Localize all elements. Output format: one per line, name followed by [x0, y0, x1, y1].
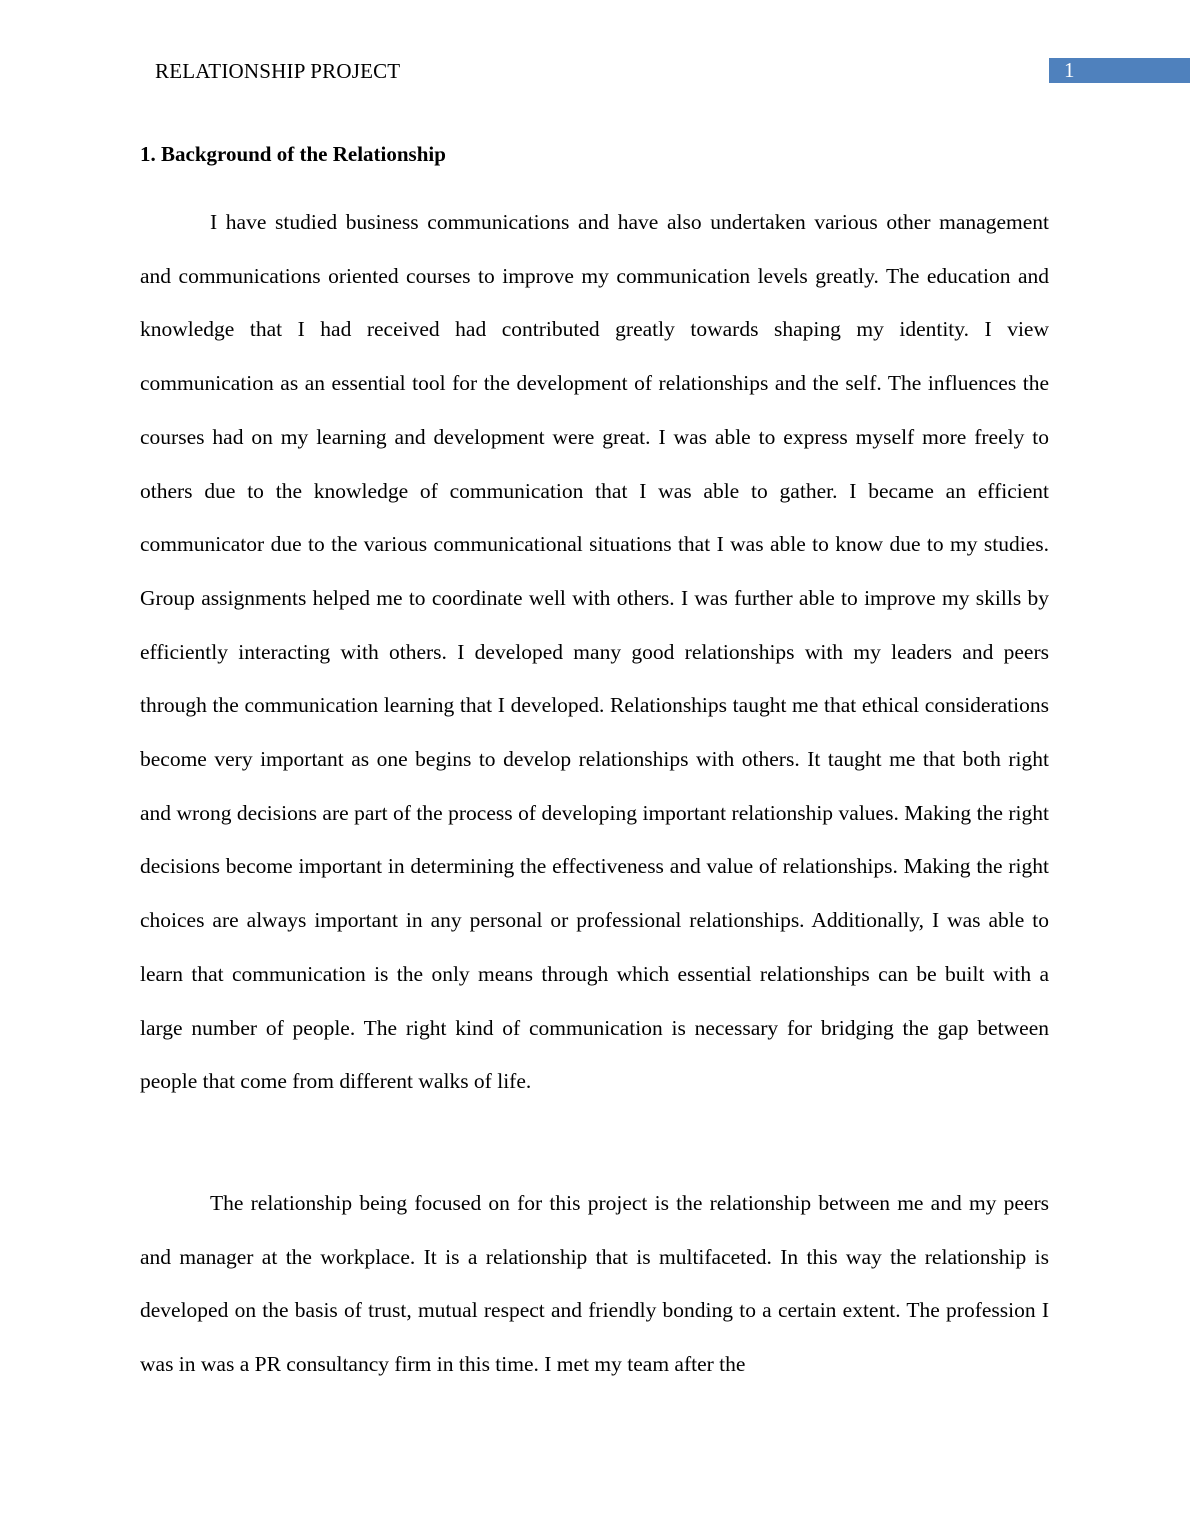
page-number: 1	[1049, 58, 1190, 83]
section-heading: 1. Background of the Relationship	[140, 142, 446, 166]
body-paragraph-1: I have studied business communications and have also undertaken various other management and communications oriented courses to improve my communication levels greatly. The education and knowledge that I had received had contributed greatly towards shaping my identity. I view communication as an essential tool for the development of relationships and the self. The influences the courses had on my learning and development were great. I was able to express myself more freely to others due to the knowledge of communication that I was able to gather. I became an efficient communicator due to the various communicational situations that I was able to know due to my studies. Group assignments helped me to coordinate well with others. I was further able to improve my skills by efficiently interacting with others. I developed many good relationships with my leaders and peers through the communication learning that I developed. Relationships taught me that ethical considerations become very important as one begins to develop relationships with others. It taught me that both right and wrong decisions are part of the process of developing important relationship values. Making the right decisions become important in determining the effectiveness and value of relationships. Making the right choices are always important in any personal or professional relationships. Additionally, I was able to learn that communication is the only means through which essential relationships can be built with a large number of people. The right kind of communication is necessary for bridging the gap between people that come from different walks of life.	[140, 210, 1049, 1094]
body-paragraph-2: The relationship being focused on for this project is the relationship between me and my peers and manager at the workplace. It is a relationship that is multifaceted. In this way the relationship is developed on the basis of trust, mutual respect and friendly bonding to a certain extent. The profession I was in was a PR consultancy firm in this time. I met my team after the	[140, 1191, 1049, 1377]
running-head: RELATIONSHIP PROJECT	[155, 59, 401, 83]
